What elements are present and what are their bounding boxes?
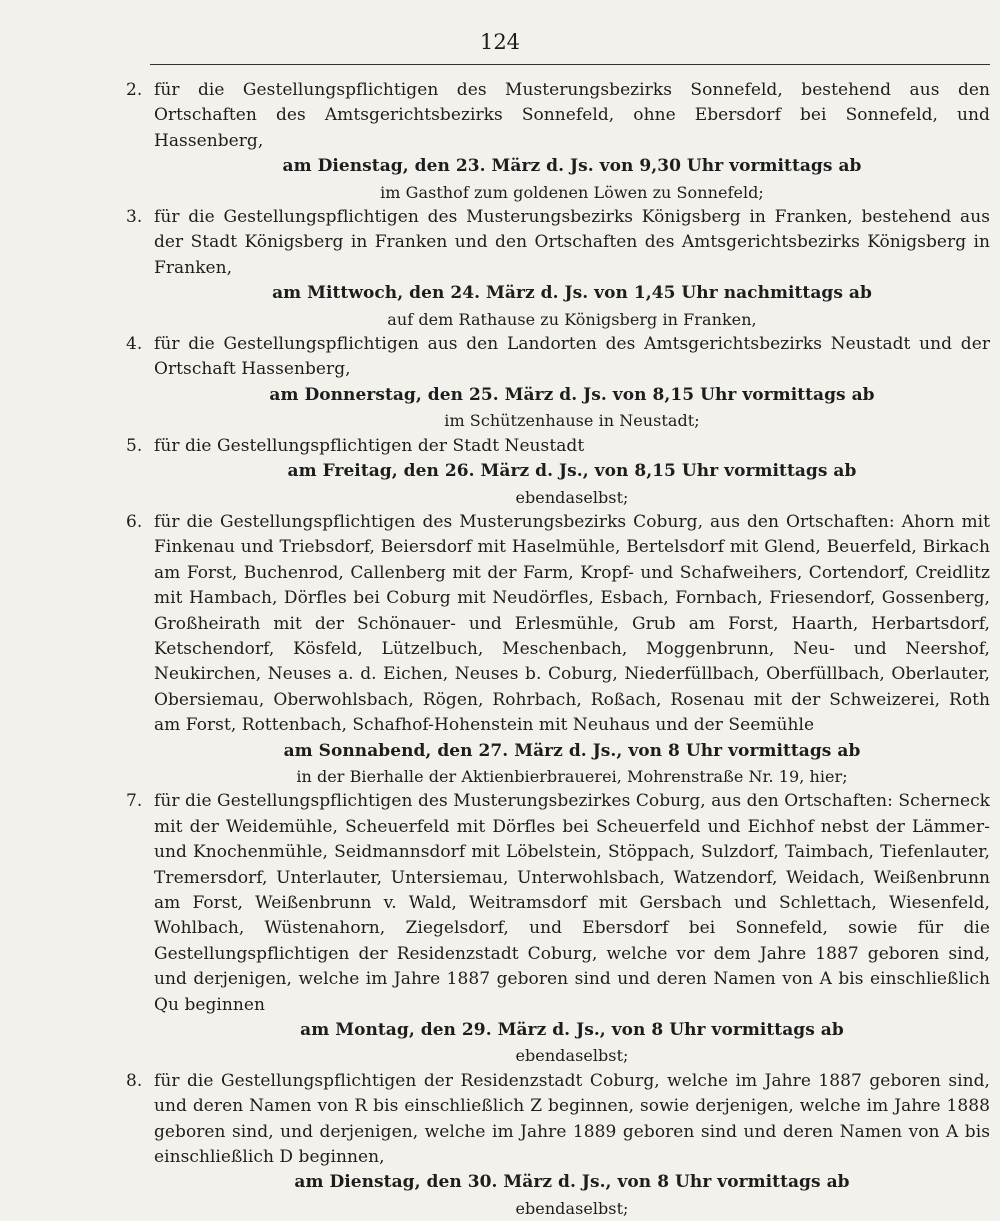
- schedule-item-7: [126, 789, 990, 1068]
- item-number: 3.: [126, 207, 143, 228]
- item-date: am Donnerstag, den 25. März d. Js. von 8,15 Uhr vormittags ab: [269, 384, 875, 405]
- item-location: im Gasthof zum goldenen Löwen zu Sonnefeld;: [380, 182, 764, 202]
- item-number: 7.: [126, 791, 143, 812]
- item-number: 6.: [126, 511, 143, 532]
- item-date: am Dienstag, den 30. März d. Js., von 8 Uhr vormittags ab: [294, 1172, 850, 1193]
- item-text: für die Gestellungspflichtigen des Musterungsbezirks Coburg, aus den Ortschaften: Ahorn mit Finkenau und Triebsdorf, Beiersdorf mit Haselmühle, Bertelsdorf mit Glend, Beuerfeld, Birkach am Forst, Buchenrod, Callenberg mit der Farm, Kropf- und Schafweihers, Cortendorf, Creidlitz mit Hambach, Dörfles bei Coburg mit Neudörfles, Esbach, Fornbach, Friesendorf, Gossenberg, Großheirath mit der Schönauer- und Erlesmühle, Grub am Forst, Haarth, Herbartsdorf, Ketschendorf, Kösfeld, Lützelbuch, Meschenbach, Moggenbrunn, Neu- und Neershof, Neukirchen, Neuses a. d. Eichen, Neuses b. Coburg, Niederfüllbach, Oberfüllbach, Oberlauter, Obersiemau, Oberwohlsbach, Rögen, Rohrbach, Roßach, Rosenau mit der Schweizerei, Roth am Forst, Rottenbach, Schafhof-Hohenstein mit Neuhaus und der Seemühle: [154, 511, 990, 736]
- item-date: am Montag, den 29. März d. Js., von 8 Uhr vormittags ab: [300, 1020, 844, 1041]
- item-date: am Mittwoch, den 24. März d. Js. von 1,45 Uhr nachmittags ab: [272, 283, 872, 304]
- item-location: ebendaselbst;: [515, 1198, 629, 1218]
- item-number: 8.: [126, 1070, 143, 1091]
- item-location: auf dem Rathause zu Königsberg in Franken,: [387, 309, 757, 329]
- item-text: für die Gestellungspflichtigen des Musterungsbezirks Sonnefeld, bestehend aus den Ortschaften des Amtsgerichtsbezirks Sonnefeld, ohne Ebersdorf bei Sonnefeld, und Hassenberg,: [154, 80, 990, 151]
- item-text: für die Gestellungspflichtigen der Stadt Neustadt: [154, 435, 585, 456]
- item-number: 2.: [126, 80, 143, 100]
- header-rule: [150, 64, 990, 65]
- schedule-item-4: [126, 332, 990, 434]
- item-text: für die Gestellungspflichtigen des Musterungsbezirks Königsberg in Franken, bestehend aus der Stadt Königsberg in Franken und den Ortschaften des Amtsgerichtsbezirks Königsberg in Franken,: [154, 207, 990, 278]
- schedule-item-3: [126, 205, 990, 332]
- item-text: für die Gestellungspflichtigen aus den Landorten des Amtsgerichtsbezirks Neustadt und der Ortschaft Hassenberg,: [154, 334, 990, 380]
- item-number: 5.: [126, 435, 143, 456]
- item-date: am Freitag, den 26. März d. Js., von 8,15 Uhr vormittags ab: [287, 461, 857, 482]
- schedule-item-2: [126, 78, 990, 205]
- schedule-item-5: [126, 434, 990, 510]
- item-date: am Sonnabend, den 27. März d. Js., von 8 Uhr vormittags ab: [283, 740, 861, 761]
- item-text: für die Gestellungspflichtigen des Musterungsbezirkes Coburg, aus den Ortschaften: Scherneck mit der Weidemühle, Scheuerfeld mit Dörfles bei Scheuerfeld und Eichhof nebst der Lämmer- und Knochenmühle, Seidmannsdorf mit Löbelstein, Stöppach, Sulzdorf, Taimbach, Tiefenlauter, Tremersdorf, Unterlauter, Untersiemau, Unterwohlsbach, Watzendorf, Weidach, Weißenbrunn am Forst, Weißenbrunn v. Wald, Weitramsdorf mit Gersbach und Schlettach, Wiesenfeld, Wohlbach, Wüstenahorn, Ziegelsdorf, und Ebersdorf bei Sonnefeld, sowie für die Gestellungspflichtigen der Residenzstadt Coburg, welche vor dem Jahre 1887 geboren sind, und derjenigen, welche im Jahre 1887 geboren sind und deren Namen von A bis einschließlich Qu beginnen: [154, 791, 990, 1015]
- item-location: ebendaselbst;: [515, 487, 629, 507]
- page-number: 124: [479, 30, 521, 54]
- schedule-item-8: [126, 1069, 990, 1221]
- item-number: 4.: [126, 334, 143, 355]
- item-location: in der Bierhalle der Aktienbierbrauerei, Mohrenstraße Nr. 19, hier;: [296, 766, 848, 786]
- item-date: am Dienstag, den 23. März d. Js. von 9,30 Uhr vormittags ab: [282, 156, 862, 177]
- item-location: ebendaselbst;: [515, 1046, 629, 1066]
- item-location: im Schützenhause in Neustadt;: [444, 411, 700, 431]
- item-text: für die Gestellungspflichtigen der Residenzstadt Coburg, welche im Jahre 1887 geboren sind, und deren Namen von R bis einschließlich Z beginnen, sowie derjenigen, welche im Jahre 1888 geboren sind, und derjenigen, welche im Jahre 1889 geboren sind und deren Namen von A bis einschließlich D beginnen,: [154, 1070, 990, 1168]
- schedule-item-6: [126, 510, 990, 789]
- schedule-list: [126, 78, 990, 1221]
